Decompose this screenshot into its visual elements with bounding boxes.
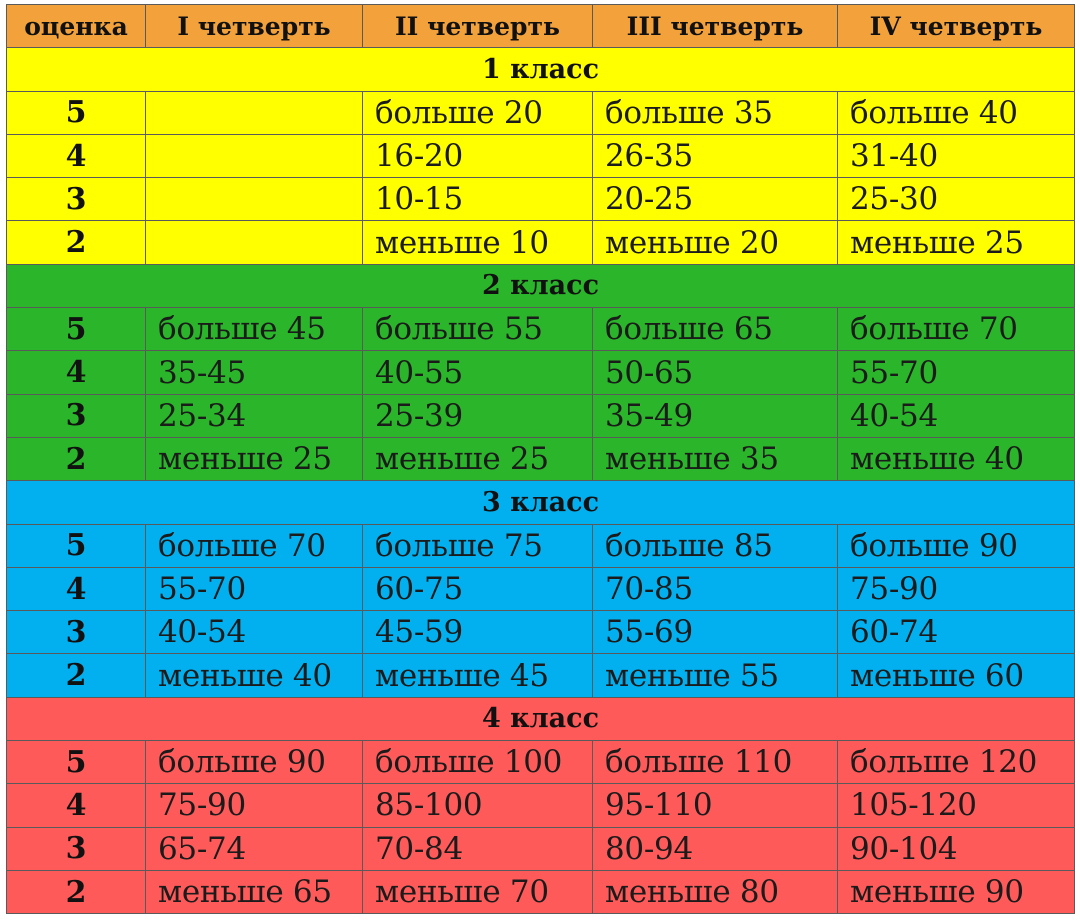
class-title-row (7, 697, 1075, 740)
grade-cell: 4 (7, 134, 146, 177)
value-cell: меньше 10 (363, 221, 593, 264)
value-cell: 55-70 (146, 567, 363, 610)
value-cell: 75-90 (146, 784, 363, 827)
value-cell: 70-85 (593, 567, 838, 610)
grade-cell: 5 (7, 741, 146, 784)
value-cell: 95-110 (593, 784, 838, 827)
value-cell: больше 90 (146, 741, 363, 784)
table-row (7, 827, 1075, 870)
class-3-section (7, 481, 1075, 697)
value-cell: 40-54 (838, 394, 1075, 437)
table-row (7, 351, 1075, 394)
value-cell: больше 65 (593, 308, 838, 351)
value-cell: 85-100 (363, 784, 593, 827)
value-cell: 65-74 (146, 827, 363, 870)
value-cell: больше 55 (363, 308, 593, 351)
table-row (7, 654, 1075, 697)
value-cell: 25-39 (363, 394, 593, 437)
grade-cell: 5 (7, 91, 146, 134)
class-4-section (7, 697, 1075, 913)
value-cell: меньше 25 (363, 437, 593, 480)
table-row (7, 134, 1075, 177)
table-row (7, 221, 1075, 264)
grade-cell: 4 (7, 351, 146, 394)
value-cell (146, 134, 363, 177)
value-cell: меньше 90 (838, 870, 1075, 913)
value-cell: меньше 70 (363, 870, 593, 913)
value-cell: 20-25 (593, 178, 838, 221)
class-title: 2 класс (7, 264, 1075, 307)
value-cell: меньше 40 (146, 654, 363, 697)
table-row (7, 178, 1075, 221)
value-cell: меньше 20 (593, 221, 838, 264)
value-cell: больше 20 (363, 91, 593, 134)
value-cell: больше 35 (593, 91, 838, 134)
value-cell: 26-35 (593, 134, 838, 177)
table-row (7, 784, 1075, 827)
value-cell: меньше 35 (593, 437, 838, 480)
value-cell: меньше 45 (363, 654, 593, 697)
value-cell: 35-45 (146, 351, 363, 394)
value-cell: больше 70 (838, 308, 1075, 351)
value-cell: 10-15 (363, 178, 593, 221)
value-cell (146, 91, 363, 134)
value-cell (146, 178, 363, 221)
value-cell: больше 120 (838, 741, 1075, 784)
value-cell: больше 110 (593, 741, 838, 784)
value-cell: больше 85 (593, 524, 838, 567)
value-cell: меньше 60 (838, 654, 1075, 697)
value-cell: 40-54 (146, 611, 363, 654)
grade-cell: 4 (7, 784, 146, 827)
grade-cell: 2 (7, 870, 146, 913)
value-cell: 80-94 (593, 827, 838, 870)
grade-cell: 2 (7, 654, 146, 697)
value-cell: 105-120 (838, 784, 1075, 827)
value-cell: 50-65 (593, 351, 838, 394)
table-row (7, 91, 1075, 134)
class-2-section (7, 264, 1075, 480)
value-cell: 55-69 (593, 611, 838, 654)
value-cell: 25-30 (838, 178, 1075, 221)
table-row (7, 611, 1075, 654)
value-cell (146, 221, 363, 264)
table-row (7, 308, 1075, 351)
value-cell: 60-75 (363, 567, 593, 610)
class-title: 1 класс (7, 48, 1075, 91)
value-cell: больше 75 (363, 524, 593, 567)
table-row (7, 524, 1075, 567)
value-cell: меньше 25 (146, 437, 363, 480)
header-row (7, 5, 1075, 48)
value-cell: 55-70 (838, 351, 1075, 394)
value-cell: 40-55 (363, 351, 593, 394)
class-title: 4 класс (7, 697, 1075, 740)
class-1-section (7, 48, 1075, 264)
value-cell: 60-74 (838, 611, 1075, 654)
grade-cell: 3 (7, 827, 146, 870)
grade-cell: 3 (7, 394, 146, 437)
value-cell: 16-20 (363, 134, 593, 177)
header-quarter-2: II четверть (363, 5, 593, 48)
value-cell: 75-90 (838, 567, 1075, 610)
value-cell: больше 90 (838, 524, 1075, 567)
header-quarter-1: I четверть (146, 5, 363, 48)
value-cell: больше 40 (838, 91, 1075, 134)
table-row (7, 437, 1075, 480)
value-cell: 70-84 (363, 827, 593, 870)
reading-speed-table (6, 4, 1075, 914)
value-cell: 35-49 (593, 394, 838, 437)
value-cell: меньше 55 (593, 654, 838, 697)
header-grade: оценка (7, 5, 146, 48)
table-row (7, 567, 1075, 610)
class-title: 3 класс (7, 481, 1075, 524)
value-cell: меньше 65 (146, 870, 363, 913)
table-row (7, 741, 1075, 784)
value-cell: 90-104 (838, 827, 1075, 870)
value-cell: 45-59 (363, 611, 593, 654)
class-title-row (7, 48, 1075, 91)
grade-cell: 3 (7, 611, 146, 654)
grade-cell: 3 (7, 178, 146, 221)
value-cell: 31-40 (838, 134, 1075, 177)
value-cell: больше 70 (146, 524, 363, 567)
value-cell: больше 45 (146, 308, 363, 351)
grade-cell: 2 (7, 221, 146, 264)
value-cell: меньше 40 (838, 437, 1075, 480)
reading-speed-table-container (6, 4, 1074, 917)
value-cell: меньше 25 (838, 221, 1075, 264)
header-quarter-4: IV четверть (838, 5, 1075, 48)
grade-cell: 5 (7, 308, 146, 351)
table-row (7, 870, 1075, 913)
grade-cell: 4 (7, 567, 146, 610)
value-cell: больше 100 (363, 741, 593, 784)
grade-cell: 5 (7, 524, 146, 567)
value-cell: 25-34 (146, 394, 363, 437)
header-quarter-3: III четверть (593, 5, 838, 48)
value-cell: меньше 80 (593, 870, 838, 913)
grade-cell: 2 (7, 437, 146, 480)
class-title-row (7, 264, 1075, 307)
table-row (7, 394, 1075, 437)
class-title-row (7, 481, 1075, 524)
